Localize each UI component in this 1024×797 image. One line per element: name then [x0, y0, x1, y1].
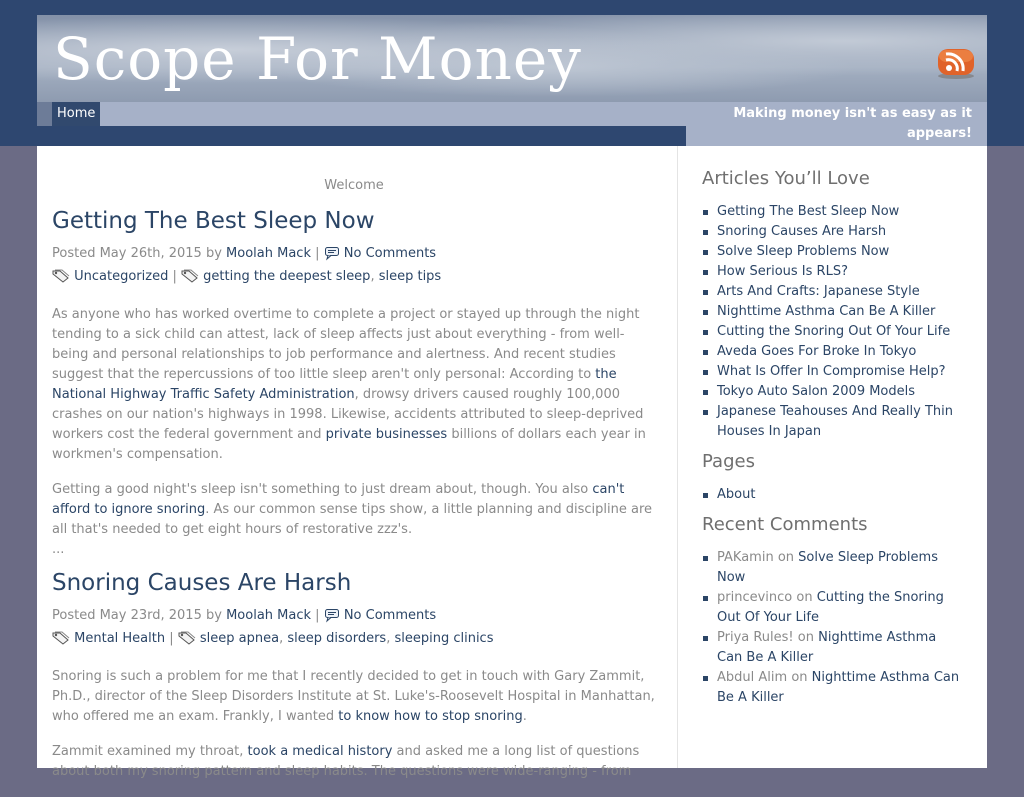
welcome-text: Welcome — [324, 178, 384, 193]
list-item — [702, 668, 962, 708]
paragraph-text: Zammit examined my throat, — [52, 744, 248, 759]
tag-icon — [52, 631, 70, 652]
comment-author: Priya Rules! — [717, 630, 794, 645]
article-link[interactable]: Tokyo Auto Salon 2009 Models — [717, 384, 916, 399]
article-link[interactable]: Snoring Causes Are Harsh — [717, 224, 887, 239]
post-title-link[interactable]: Getting The Best Sleep Now — [52, 208, 375, 234]
comment-bubble-icon — [324, 608, 340, 629]
meta-separator: | — [172, 269, 177, 284]
inline-link[interactable]: private businesses — [325, 427, 448, 442]
read-more-ellipsis: ... — [52, 542, 65, 557]
list-item — [702, 222, 962, 242]
paragraph-text: , drowsy drivers caused roughly 100,000 crashes on our nation's highways in 1998. Likewise, accidents attributed to sleep-deprived workers cost the federal government and — [52, 387, 644, 442]
tag-link[interactable]: sleeping clinics — [394, 631, 494, 646]
article-link[interactable]: What Is Offer In Compromise Help? — [717, 364, 946, 379]
comment-post-link[interactable]: Nighttime Asthma Can Be A Killer — [717, 630, 937, 665]
recent-comments-list — [702, 548, 962, 708]
main-column — [52, 146, 656, 797]
tag-link[interactable]: sleep apnea — [199, 631, 280, 646]
comment-author: Abdul Alim — [717, 670, 788, 685]
comment-post-link[interactable]: Nighttime Asthma Can Be A Killer — [717, 670, 960, 705]
list-item — [702, 282, 962, 302]
inline-link[interactable]: to know how to stop snoring — [338, 709, 523, 724]
post-title — [52, 570, 656, 596]
nav-edge — [37, 102, 52, 126]
article-link[interactable]: How Serious Is RLS? — [717, 264, 848, 279]
article-link[interactable]: Japanese Teahouses And Really Thin Houses In Japan — [717, 404, 953, 439]
column-divider — [677, 146, 678, 768]
meta-separator: | — [169, 631, 174, 646]
post-paragraph — [52, 667, 656, 727]
list-item — [702, 548, 962, 588]
comments-link[interactable]: No Comments — [343, 246, 437, 261]
tag-link[interactable]: sleep disorders — [287, 631, 387, 646]
post-paragraph — [52, 480, 656, 540]
post — [52, 570, 656, 782]
tag-icon — [52, 269, 70, 290]
post-meta: Posted May 23rd, 2015 by Moolah Mack | No Comments Mental Health | sleep apnea, sleep disorders, sleeping clinics — [52, 606, 656, 652]
inline-link[interactable]: can't afford to ignore snoring — [52, 482, 625, 517]
comment-post-link[interactable]: Cutting the Snoring Out Of Your Life — [717, 590, 944, 625]
article-link[interactable]: Nighttime Asthma Can Be A Killer — [717, 304, 936, 319]
article-link[interactable]: Aveda Goes For Broke In Tokyo — [717, 344, 917, 359]
post-date: Posted May 26th, 2015 by — [52, 246, 222, 261]
tag-icon — [181, 269, 199, 290]
comments-link[interactable]: No Comments — [343, 608, 437, 623]
list-item — [702, 588, 962, 628]
post — [52, 208, 656, 560]
post-body — [52, 305, 656, 560]
site-title[interactable]: Scope For Money — [53, 25, 582, 93]
post-paragraph — [52, 742, 656, 782]
category-link[interactable]: Mental Health — [74, 631, 166, 646]
comment-on: on — [797, 630, 814, 645]
paragraph-text: . — [522, 709, 527, 724]
comment-author: princevinco — [717, 590, 793, 605]
recent-comments-heading: Recent Comments — [702, 514, 868, 535]
nav-item-home[interactable]: Home — [52, 102, 100, 126]
meta-separator: | — [315, 608, 320, 623]
list-item — [702, 262, 962, 282]
pages-list — [702, 485, 962, 505]
site-header — [37, 15, 987, 102]
inline-link[interactable]: the National Highway Traffic Safety Administration — [52, 367, 617, 402]
list-item — [702, 485, 962, 505]
comment-on: on — [777, 550, 795, 565]
list-item — [702, 628, 962, 668]
comment-on: on — [796, 590, 813, 605]
list-item — [702, 302, 962, 322]
comment-on: on — [791, 670, 808, 685]
pages-heading: Pages — [702, 451, 755, 472]
paragraph-text: Getting a good night's sleep isn't something to just dream about, though. You also — [52, 482, 593, 497]
post-title-link[interactable]: Snoring Causes Are Harsh — [52, 570, 352, 596]
rss-feed-icon[interactable] — [936, 47, 976, 79]
article-link[interactable]: Solve Sleep Problems Now — [717, 244, 890, 259]
post-body — [52, 667, 656, 782]
list-item — [702, 242, 962, 262]
list-item — [702, 202, 962, 222]
comment-bubble-icon — [324, 246, 340, 267]
category-link[interactable]: Uncategorized — [74, 269, 169, 284]
site-tagline: Making money isn't as easy as it appears! — [686, 102, 987, 146]
tag-band — [37, 126, 687, 146]
list-item — [702, 382, 962, 402]
article-link[interactable]: Cutting the Snoring Out Of Your Life — [717, 324, 951, 339]
sidebar — [702, 146, 962, 708]
articles-heading: Articles You’ll Love — [702, 168, 870, 189]
list-item — [702, 322, 962, 342]
articles-list — [702, 202, 962, 442]
paragraph-text: and asked me a long list of questions about both my snoring pattern and sleep habits. The questions were wide-ranging - from — [52, 744, 640, 779]
post-author-link[interactable]: Moolah Mack — [226, 246, 311, 261]
article-link[interactable]: Getting The Best Sleep Now — [717, 204, 900, 219]
post-paragraph — [52, 305, 656, 465]
content-area — [37, 146, 987, 779]
post-author-link[interactable]: Moolah Mack — [226, 608, 312, 623]
paragraph-text: Snoring is such a problem for me that I recently decided to get in touch with Gary Zammit, Ph.D., director of the Sleep Disorders Institute at St. Luke's-Roosevelt Hospital in Manhattan, who offered me an exam. Frankly, I wanted — [52, 669, 655, 724]
page-link-about[interactable]: About — [717, 487, 756, 502]
article-link[interactable]: Arts And Crafts: Japanese Style — [717, 284, 920, 299]
list-item — [702, 342, 962, 362]
list-item — [702, 362, 962, 382]
tag-link[interactable]: sleep tips — [378, 269, 442, 284]
comment-post-link[interactable]: Solve Sleep Problems Now — [717, 550, 938, 585]
tag-link[interactable]: getting the deepest sleep — [203, 269, 371, 284]
paragraph-text: billions of dollars each year in workmen's compensation. — [52, 427, 646, 462]
tag-icon — [178, 631, 196, 652]
post-title — [52, 208, 656, 234]
post-meta: Posted May 26th, 2015 by Moolah Mack | No Comments Uncategorized | getting the deepest sleep, sleep tips — [52, 244, 656, 290]
inline-link[interactable]: took a medical history — [247, 744, 393, 759]
paragraph-text: . As our common sense tips show, a little planning and discipline are all that's needed to get eight hours of restorative zzz's. — [52, 502, 653, 537]
comment-author: PAKamin — [717, 550, 774, 565]
list-item — [702, 402, 962, 442]
post-date: Posted May 23rd, 2015 by — [52, 608, 222, 623]
meta-separator: | — [315, 246, 320, 261]
paragraph-text: As anyone who has worked overtime to complete a project or stayed up through the night tending to a sick child can attest, lack of sleep affects just about everything - from well-being and personal relationships to job performance and alertness. And recent studies suggest that the repercussions of too little sleep aren't only personal: According to — [52, 307, 640, 382]
